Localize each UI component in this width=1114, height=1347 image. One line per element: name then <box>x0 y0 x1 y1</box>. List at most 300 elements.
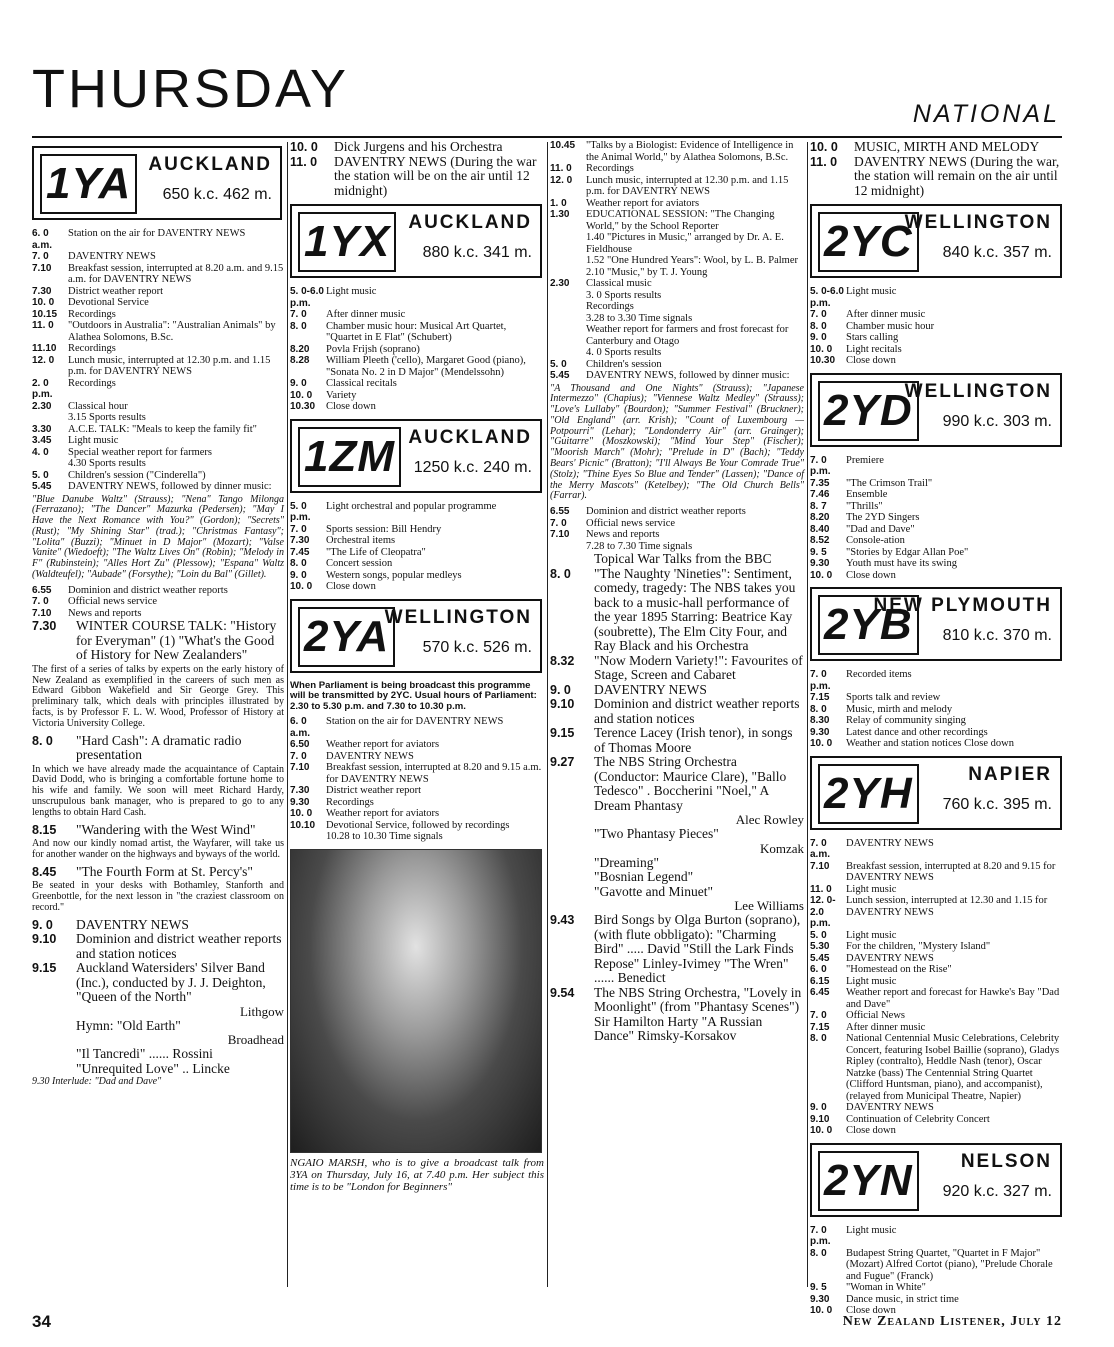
entry-text: 3.15 Sports results <box>68 412 146 423</box>
music-composer: Alec Rowley <box>735 812 804 828</box>
entry-text: Terence Lacey (Irish tenor), in songs of Thomas Moore <box>594 725 793 755</box>
schedule-entry <box>32 378 284 401</box>
column-divider <box>547 142 548 1287</box>
entry-text: Concert session <box>326 558 393 569</box>
schedule-list <box>550 140 804 382</box>
schedule-entry <box>290 390 544 402</box>
entry-text: Station on the air for DAVENTRY NEWS <box>326 716 504 727</box>
entry-time: 5. 0 p.m. <box>290 500 311 523</box>
entry-text: Relay of community singing <box>846 715 966 726</box>
entry-text: Classical music <box>586 278 652 289</box>
entry-time: 9.27 <box>550 755 575 770</box>
entry-time: 8. 0 <box>550 566 571 581</box>
schedule-entry <box>32 585 284 597</box>
entry-text: Dominion and district weather reports and station notices <box>76 931 282 961</box>
schedule-entry <box>810 570 1064 582</box>
page-number: 34 <box>32 1312 51 1331</box>
entry-time: 8.20 <box>290 343 310 355</box>
entry-text: Devotional Service <box>68 297 149 308</box>
schedule-list <box>810 838 1064 1137</box>
entry-time: 6. 0 <box>810 964 827 975</box>
entry-time <box>32 458 68 470</box>
entry-text: Sports talk and review <box>846 692 941 703</box>
schedule-entry <box>810 838 1064 861</box>
entry-text: Breakfast session, interrupted at 8.20 and 9.15 a.m. for DAVENTRY NEWS <box>326 762 542 785</box>
schedule-entry <box>810 964 1064 976</box>
schedule-entry <box>810 861 1064 884</box>
schedule-entry <box>32 412 284 424</box>
schedule-entry <box>32 286 284 298</box>
entry-text: DAVENTRY NEWS <box>76 916 189 932</box>
schedule-entry <box>810 669 1064 692</box>
column-4 <box>810 139 1064 1316</box>
entry-time: 10.45 <box>550 140 576 151</box>
entry-text: Chamber music hour <box>846 320 935 332</box>
schedule-entry <box>810 895 1064 930</box>
entry-time: 9. 0 <box>290 569 307 581</box>
entry-time: 7. 0 <box>290 309 307 320</box>
station-callsign: 2YA <box>298 607 395 667</box>
entry-time: 8. 0 <box>290 320 307 332</box>
schedule-list <box>810 286 1064 367</box>
entry-time: 3.30 <box>32 423 52 435</box>
station-frequency: 880 k.c. 341 m. <box>422 244 532 261</box>
schedule-entry <box>810 1022 1064 1034</box>
entry-text: Official News <box>846 1010 905 1021</box>
band-programme <box>32 990 284 1076</box>
schedule-entry <box>32 458 284 470</box>
station-callsign: 2YC <box>818 212 919 272</box>
entry-time: 10. 0 <box>810 569 833 581</box>
entry-time: 7. 0 p.m. <box>810 1224 831 1247</box>
schedule-entry <box>550 198 804 210</box>
schedule-entry <box>810 1102 1064 1114</box>
schedule-entry <box>810 1125 1064 1137</box>
entry-time: 9.15 <box>550 726 575 741</box>
entry-text: 1.40 "Pictures in Music," arranged by Dr. A. E. Fieldhouse <box>586 232 784 255</box>
schedule-list <box>550 913 804 1044</box>
station-city: AUCKLAND <box>148 154 272 175</box>
entry-time: 5.45 <box>550 370 570 381</box>
schedule-list <box>290 140 544 198</box>
station-header-2yc <box>810 204 1062 278</box>
schedule-entry <box>810 478 1064 490</box>
header-rule <box>32 136 1062 138</box>
entry-text: Close down <box>846 569 896 581</box>
entry-text: "Thrills" <box>846 500 883 512</box>
entry-time: 7.30 <box>290 785 310 796</box>
entry-time: 9. 5 <box>810 546 827 558</box>
schedule-entry <box>290 524 544 536</box>
entry-time: 4. 0 <box>32 446 49 458</box>
entry-text: Light orchestral and popular programme <box>326 500 497 512</box>
schedule-entry <box>810 344 1064 356</box>
station-city: WELLINGTON <box>904 380 1052 402</box>
music-item <box>550 813 804 827</box>
entry-text: Dance music, in strict time <box>846 1293 959 1305</box>
entry-time: 9. 0 <box>290 378 307 389</box>
schedule-entry <box>32 309 284 321</box>
entry-time: 10. 0 <box>290 140 318 154</box>
entry-text: Variety <box>326 389 357 401</box>
schedule-entry <box>550 552 804 567</box>
entry-time: 6.45 <box>810 987 830 998</box>
entry-text: Dominion and district weather reports <box>586 506 746 518</box>
schedule-entry <box>32 961 284 990</box>
entry-time: 6.55 <box>550 506 570 518</box>
entry-time: 12. 0 <box>550 174 573 186</box>
entry-time: 7. 0 <box>550 517 567 529</box>
music-item <box>32 1047 284 1062</box>
station-header-2ya <box>290 599 542 673</box>
entry-text: Light music <box>846 975 897 987</box>
entry-text: Light music <box>846 883 897 895</box>
schedule-entry <box>290 820 544 832</box>
entry-text: News and reports <box>586 529 660 541</box>
schedule-entry <box>32 355 284 378</box>
entry-text: "The Life of Cleopatra" <box>326 546 426 558</box>
entry-time <box>550 255 586 267</box>
entry-time: 9.10 <box>810 1113 830 1125</box>
station-frequency: 570 k.c. 526 m. <box>422 638 532 656</box>
schedule-entry <box>550 278 804 290</box>
entry-time: 5. 0-6.0 p.m. <box>290 286 324 309</box>
schedule-entry <box>290 321 544 344</box>
entry-text: 3. 0 Sports results <box>586 289 662 301</box>
schedule-entry <box>810 884 1064 896</box>
entry-text: DAVENTRY NEWS (During the war the station will be on the air until 12 midnight) <box>334 153 537 198</box>
entry-time: 7.30 <box>32 285 52 297</box>
entry-text: Official news service <box>68 596 158 608</box>
dinner-music-list: "Blue Danube Waltz" (Strauss); "Nena" Tango Milonga (Ferrazano); "The Dancer" Mazurka (Pedersen); "May I Have the Next Romance with You?" (Gordon); "Secrets" (Rust); "My Shining Star" (trad.); "Christmas Fantasy"; "Lolita" (Buzzi); "Minuet in D Major" (Mozart); "Valse Vanite" (Wiedoeft); "The Waltz Lives On" (Robin); "Melody in F" (Rubinstein); "Alles Hort Zu" (Plessow); "Espana" Waltz (Waldteufel); "Aubade" (Forsythe); "Loin du Bal" (Gillet). <box>32 493 284 581</box>
entry-time: 7. 0 <box>810 1010 827 1021</box>
entry-time: 8. 7 <box>810 500 827 512</box>
entry-text: Weather report for aviators <box>326 739 440 750</box>
entry-text: "Stories by Edgar Allan Poe" <box>846 546 969 558</box>
schedule-list <box>290 716 544 843</box>
entry-text: Recorded items <box>846 669 912 680</box>
music-composer: Lithgow <box>239 1003 284 1019</box>
publication-footer: New Zealand Listener, July 12 <box>842 1314 1062 1329</box>
entry-text: Weather report for aviators <box>586 197 700 209</box>
entry-text: Weather report and forecast for Hawke's Bay "Dad and Dave" <box>846 987 1060 1010</box>
schedule-entry <box>290 155 544 199</box>
schedule-entry <box>810 140 1064 155</box>
entry-time: 9.30 <box>810 726 830 738</box>
schedule-entry <box>810 704 1064 716</box>
entry-text: After dinner music <box>326 309 406 320</box>
schedule-entry <box>290 570 544 582</box>
entry-text: Close down <box>846 1305 896 1316</box>
schedule-entry <box>290 785 544 797</box>
entry-text: National Centennial Music Celebrations, Celebrity Concert, featuring Isobel Baillie (soprano), Gladys Ripley (contralto), Heddle Nash (tenor), Oscar Natzke (bass) The Centennial String Quartet (Clifford Huntsman, piano), and accompanist), (relayed from Municipal Theatre, Napier) <box>846 1033 1060 1102</box>
entry-text: Recordings <box>326 796 374 808</box>
entry-time: 8.32 <box>550 653 575 668</box>
schedule-entry <box>32 343 284 355</box>
entry-time: 1.30 <box>550 209 570 220</box>
entry-text: 7.28 to 7.30 Time signals <box>586 540 693 552</box>
schedule-entry <box>810 1248 1064 1283</box>
schedule-entry <box>550 518 804 530</box>
music-piece: "Dreaming" <box>594 854 660 870</box>
entry-text: Weather and station notices Close down <box>846 738 1014 749</box>
entry-text: DAVENTRY NEWS <box>68 251 156 262</box>
entry-text: 4. 0 Sports results <box>586 347 662 358</box>
entry-text: Classical recitals <box>326 378 397 389</box>
entry-text: DAVENTRY NEWS <box>846 1102 934 1113</box>
schedule-entry <box>550 529 804 541</box>
schedule-entry <box>290 762 544 785</box>
schedule-entry <box>32 251 284 263</box>
entry-time <box>550 347 586 359</box>
schedule-entry <box>32 596 284 608</box>
entry-text: The NBS String Orchestra (Conductor: Maurice Clare), "Ballo Tedesco" . Boccherini "Noel," A Dream Phantasy <box>594 754 787 813</box>
schedule-entry <box>290 581 544 593</box>
entry-time: 9.30 <box>810 558 830 569</box>
entry-text: Budapest String Quartet, "Quartet in F Major" (Mozart) Alfred Cortot (piano), "Prelude Chorale and Fugue" (Franck) <box>846 1247 1053 1282</box>
schedule-entry <box>810 1033 1064 1102</box>
schedule-entry <box>550 232 804 255</box>
schedule-entry <box>810 155 1064 199</box>
entry-text: DAVENTRY NEWS <box>326 750 414 762</box>
station-callsign: 1YA <box>40 154 137 214</box>
entry-time <box>550 324 586 347</box>
entry-text: Breakfast session, interrupted at 8.20 a.m. and 9.15 a.m. for DAVENTRY NEWS <box>68 262 284 285</box>
schedule-entry <box>810 715 1064 727</box>
entry-text: William Pleeth ('cello), Margaret Good (piano), "Sonata No. 2 in D Major" (Mendelssohn) <box>326 355 526 378</box>
entry-text: Ensemble <box>846 489 888 500</box>
music-composer: Lee Williams <box>734 898 804 914</box>
entry-text: Light music <box>846 286 897 297</box>
programme-description: And now our kindly nomad artist, the Wayfarer, will take us for another wander on the highways and byways of the world. <box>32 838 284 860</box>
entry-text: Special weather report for farmers <box>68 446 213 458</box>
column-1 <box>32 140 284 1290</box>
station-frequency: 810 k.c. 370 m. <box>942 627 1052 644</box>
schedule-entry <box>810 738 1064 750</box>
schedule-entry <box>810 512 1064 524</box>
entry-time: 5.30 <box>810 941 830 952</box>
entry-text: For the children, "Mystery Island" <box>846 941 991 952</box>
entry-time: 7. 0 <box>290 750 307 762</box>
station-header-2yh <box>810 756 1062 830</box>
entry-text: Chamber music hour: Musical Art Quartet, "Quartet in E Flat" (Schubert) <box>326 320 507 343</box>
station-header-2yn <box>810 1143 1062 1217</box>
entry-time: 7.10 <box>810 860 830 872</box>
entry-time: 2.30 <box>550 278 570 289</box>
music-item <box>550 827 804 856</box>
schedule-entry <box>32 320 284 343</box>
station-header-1zm <box>290 419 542 493</box>
schedule-entry <box>550 313 804 325</box>
entry-time: 10. 0 <box>810 738 833 749</box>
schedule-list <box>32 228 284 493</box>
entry-time: 8. 0 <box>810 1033 827 1044</box>
entry-time: 5. 0 <box>32 469 49 481</box>
entry-time: 10. 0 <box>810 1125 833 1136</box>
entry-time: 3.45 <box>32 435 52 446</box>
entry-text: Light music <box>846 929 897 941</box>
station-header-1yx <box>290 204 542 278</box>
entry-time: 9.54 <box>550 985 575 1000</box>
schedule-entry <box>810 501 1064 513</box>
music-piece: "Bosnian Legend" <box>594 869 694 885</box>
schedule-list <box>32 585 284 620</box>
schedule-entry <box>550 683 804 698</box>
station-callsign: 2YH <box>818 764 919 824</box>
entry-time <box>550 232 586 255</box>
entry-time: 7.46 <box>810 489 830 500</box>
entry-time: 7.15 <box>810 1021 830 1033</box>
schedule-entry <box>810 1282 1064 1294</box>
entry-time: 9.10 <box>32 932 57 947</box>
schedule-entry <box>550 175 804 198</box>
entry-text: Close down <box>846 1125 896 1136</box>
entry-text: Light music <box>68 435 119 446</box>
schedule-entry <box>32 263 284 286</box>
talk-description: The first of a series of talks by experts on the early history of New Zealand as exemplified in the careers of such men as Edward Gibbon Wakefield and Sir George Grey. This preliminary talk, which deals with principles illustrated by facts, is by Professor F. L. W. Wood, Professor of History at Victoria University College. <box>32 663 284 729</box>
entry-text: Topical War Talks from the BBC <box>594 551 772 567</box>
entry-text: Recordings <box>586 301 634 312</box>
entry-time: 8.20 <box>810 512 830 523</box>
music-composer: Komzak <box>759 840 804 856</box>
schedule-entry <box>810 455 1064 478</box>
entry-time <box>550 267 586 279</box>
entry-time: 12. 0 <box>32 354 55 366</box>
entry-time: 8.40 <box>810 523 830 535</box>
entry-time: 6.50 <box>290 739 310 750</box>
entry-text: Bird Songs by Olga Burton (soprano), (with flute obbligato): "Charming Bird" ..... David "Still the Lark Finds Repose" Linley-Ivimey "The Wren" ...... Benedict <box>594 912 801 986</box>
entry-time: 9. 0 <box>810 1102 827 1113</box>
station-callsign: 1ZM <box>298 427 401 487</box>
schedule-entry <box>810 332 1064 344</box>
entry-text: Children's session ("Cinderella") <box>68 469 206 481</box>
entry-time: 7.15 <box>810 692 830 703</box>
entry-time: 9.15 <box>32 961 57 976</box>
schedule-entry <box>550 506 804 518</box>
entry-time: 9.30 <box>290 796 310 808</box>
schedule-entry <box>550 267 804 279</box>
entry-time: 10. 0 <box>32 297 55 308</box>
programme-description: Be seated in your desks with Bothamley, Stanforth and Greenbottle, for the next lesson in "the craziest classroom on record." <box>32 880 284 913</box>
entry-text: DAVENTRY NEWS <box>846 952 934 964</box>
entry-time: 1. 0 <box>550 197 567 209</box>
entry-time: 10.30 <box>810 355 836 366</box>
entry-text: After dinner music <box>846 309 926 320</box>
programme-description: In which we have already made the acquaintance of Captain David Dodd, who is bringing a comfortable fortune home to his wife and family. We soon will meet Richard Hardy, unscrupulous bank manager, who is prepared to go to any lengths to obtain Hard Cash. <box>32 763 284 818</box>
entry-text: Recordings <box>68 377 116 389</box>
entry-time: 7. 0 p.m. <box>810 669 831 692</box>
page-title: THURSDAY <box>32 59 350 119</box>
schedule-entry: 8.45 "The Fourth Form at St. Percy's" <box>32 863 253 879</box>
schedule-entry <box>810 309 1064 321</box>
entry-time <box>550 301 586 313</box>
schedule-entry <box>290 535 544 547</box>
entry-text: Dominion and district weather reports <box>68 584 228 596</box>
entry-text: Recordings <box>68 308 116 320</box>
schedule-entry <box>550 255 804 267</box>
schedule-entry <box>810 524 1064 536</box>
entry-time <box>32 412 68 424</box>
schedule-entry <box>810 558 1064 570</box>
entry-time: 9.30 <box>810 1293 830 1305</box>
schedule-list <box>550 506 804 552</box>
station-callsign: 2YN <box>818 1151 919 1211</box>
entry-time: 8.52 <box>810 535 830 546</box>
schedule-entry <box>550 697 804 726</box>
schedule-entry <box>810 1225 1064 1248</box>
entry-text: Dominion and district weather reports and station notices <box>594 696 800 726</box>
entry-time: 7.30 <box>290 535 310 546</box>
entry-text: The NBS String Orchestra, "Lovely in Moonlight" (from "Phantasy Scenes") Sir Hamilton Harty "A Russian Dance" Rimsky-Korsakov <box>594 984 802 1044</box>
schedule-entry <box>290 547 544 559</box>
entry-time: 9. 5 <box>810 1282 827 1293</box>
entry-text: 4.30 Sports results <box>68 458 146 469</box>
station-frequency: 990 k.c. 303 m. <box>942 412 1052 430</box>
entry-text: Classical hour <box>68 400 128 412</box>
schedule-entry <box>550 370 804 382</box>
schedule-entry <box>290 140 544 155</box>
schedule-entry <box>550 654 804 683</box>
station-frequency: 650 k.c. 462 m. <box>162 186 272 203</box>
schedule-entry <box>32 297 284 309</box>
station-frequency: 760 k.c. 395 m. <box>942 795 1052 813</box>
schedule-entry <box>550 324 804 347</box>
schedule-entry <box>810 489 1064 501</box>
music-composer: Broadhead <box>227 1032 284 1048</box>
station-city: WELLINGTON <box>904 212 1052 233</box>
schedule-entry <box>810 286 1064 309</box>
entry-time: 9. 0 <box>550 682 571 697</box>
music-item <box>550 885 804 914</box>
schedule-list <box>290 286 544 413</box>
entry-time: 6.55 <box>32 584 52 596</box>
schedule-entry <box>290 286 544 309</box>
entry-time: 9.43 <box>550 913 575 928</box>
entry-time: 11. 0 <box>32 320 54 331</box>
entry-time: 8.30 <box>810 715 830 726</box>
station-city: AUCKLAND <box>408 426 532 448</box>
schedule-list <box>810 669 1064 750</box>
entry-time: 2.30 <box>32 400 52 412</box>
entry-time <box>550 541 586 553</box>
entry-time: 8.28 <box>290 355 310 366</box>
schedule-entry <box>32 470 284 482</box>
music-piece: "Gavotte and Minuet" <box>594 883 713 899</box>
entry-text: Recordings <box>586 163 634 174</box>
station-frequency: 920 k.c. 327 m. <box>942 1182 1052 1200</box>
entry-time: 7.35 <box>810 477 830 489</box>
schedule-entry <box>290 344 544 356</box>
schedule-entry <box>290 739 544 751</box>
station-header-1ya <box>32 146 282 220</box>
entry-text: Console-ation <box>846 535 905 546</box>
entry-time: 7.10 <box>32 262 52 274</box>
entry-text: Premiere <box>846 454 884 466</box>
music-item <box>32 990 284 1019</box>
interlude-line: 9.30 Interlude: "Dad and Dave" <box>32 1076 162 1088</box>
station-frequency: 1250 k.c. 240 m. <box>413 458 532 476</box>
entry-time: 11. 0 <box>810 154 838 169</box>
entry-text: Lunch session, interrupted at 12.30 and 1.15 for DAVENTRY NEWS <box>846 895 1048 918</box>
entry-text: Continuation of Celebrity Concert <box>846 1113 990 1125</box>
photo-caption: NGAIO MARSH, who is to give a broadcast talk from 3YA on Thursday, July 16, at 7.40 p.m. Her subject this time is to be "London for Beginners" <box>290 1156 544 1193</box>
schedule-entry <box>550 301 804 313</box>
entry-text: Close down <box>326 581 376 592</box>
station-header-2yb <box>810 587 1062 661</box>
schedule-entry <box>810 355 1064 367</box>
entry-time: 5. 0 <box>810 929 827 941</box>
music-piece: "Queen of the North" <box>76 989 192 1005</box>
